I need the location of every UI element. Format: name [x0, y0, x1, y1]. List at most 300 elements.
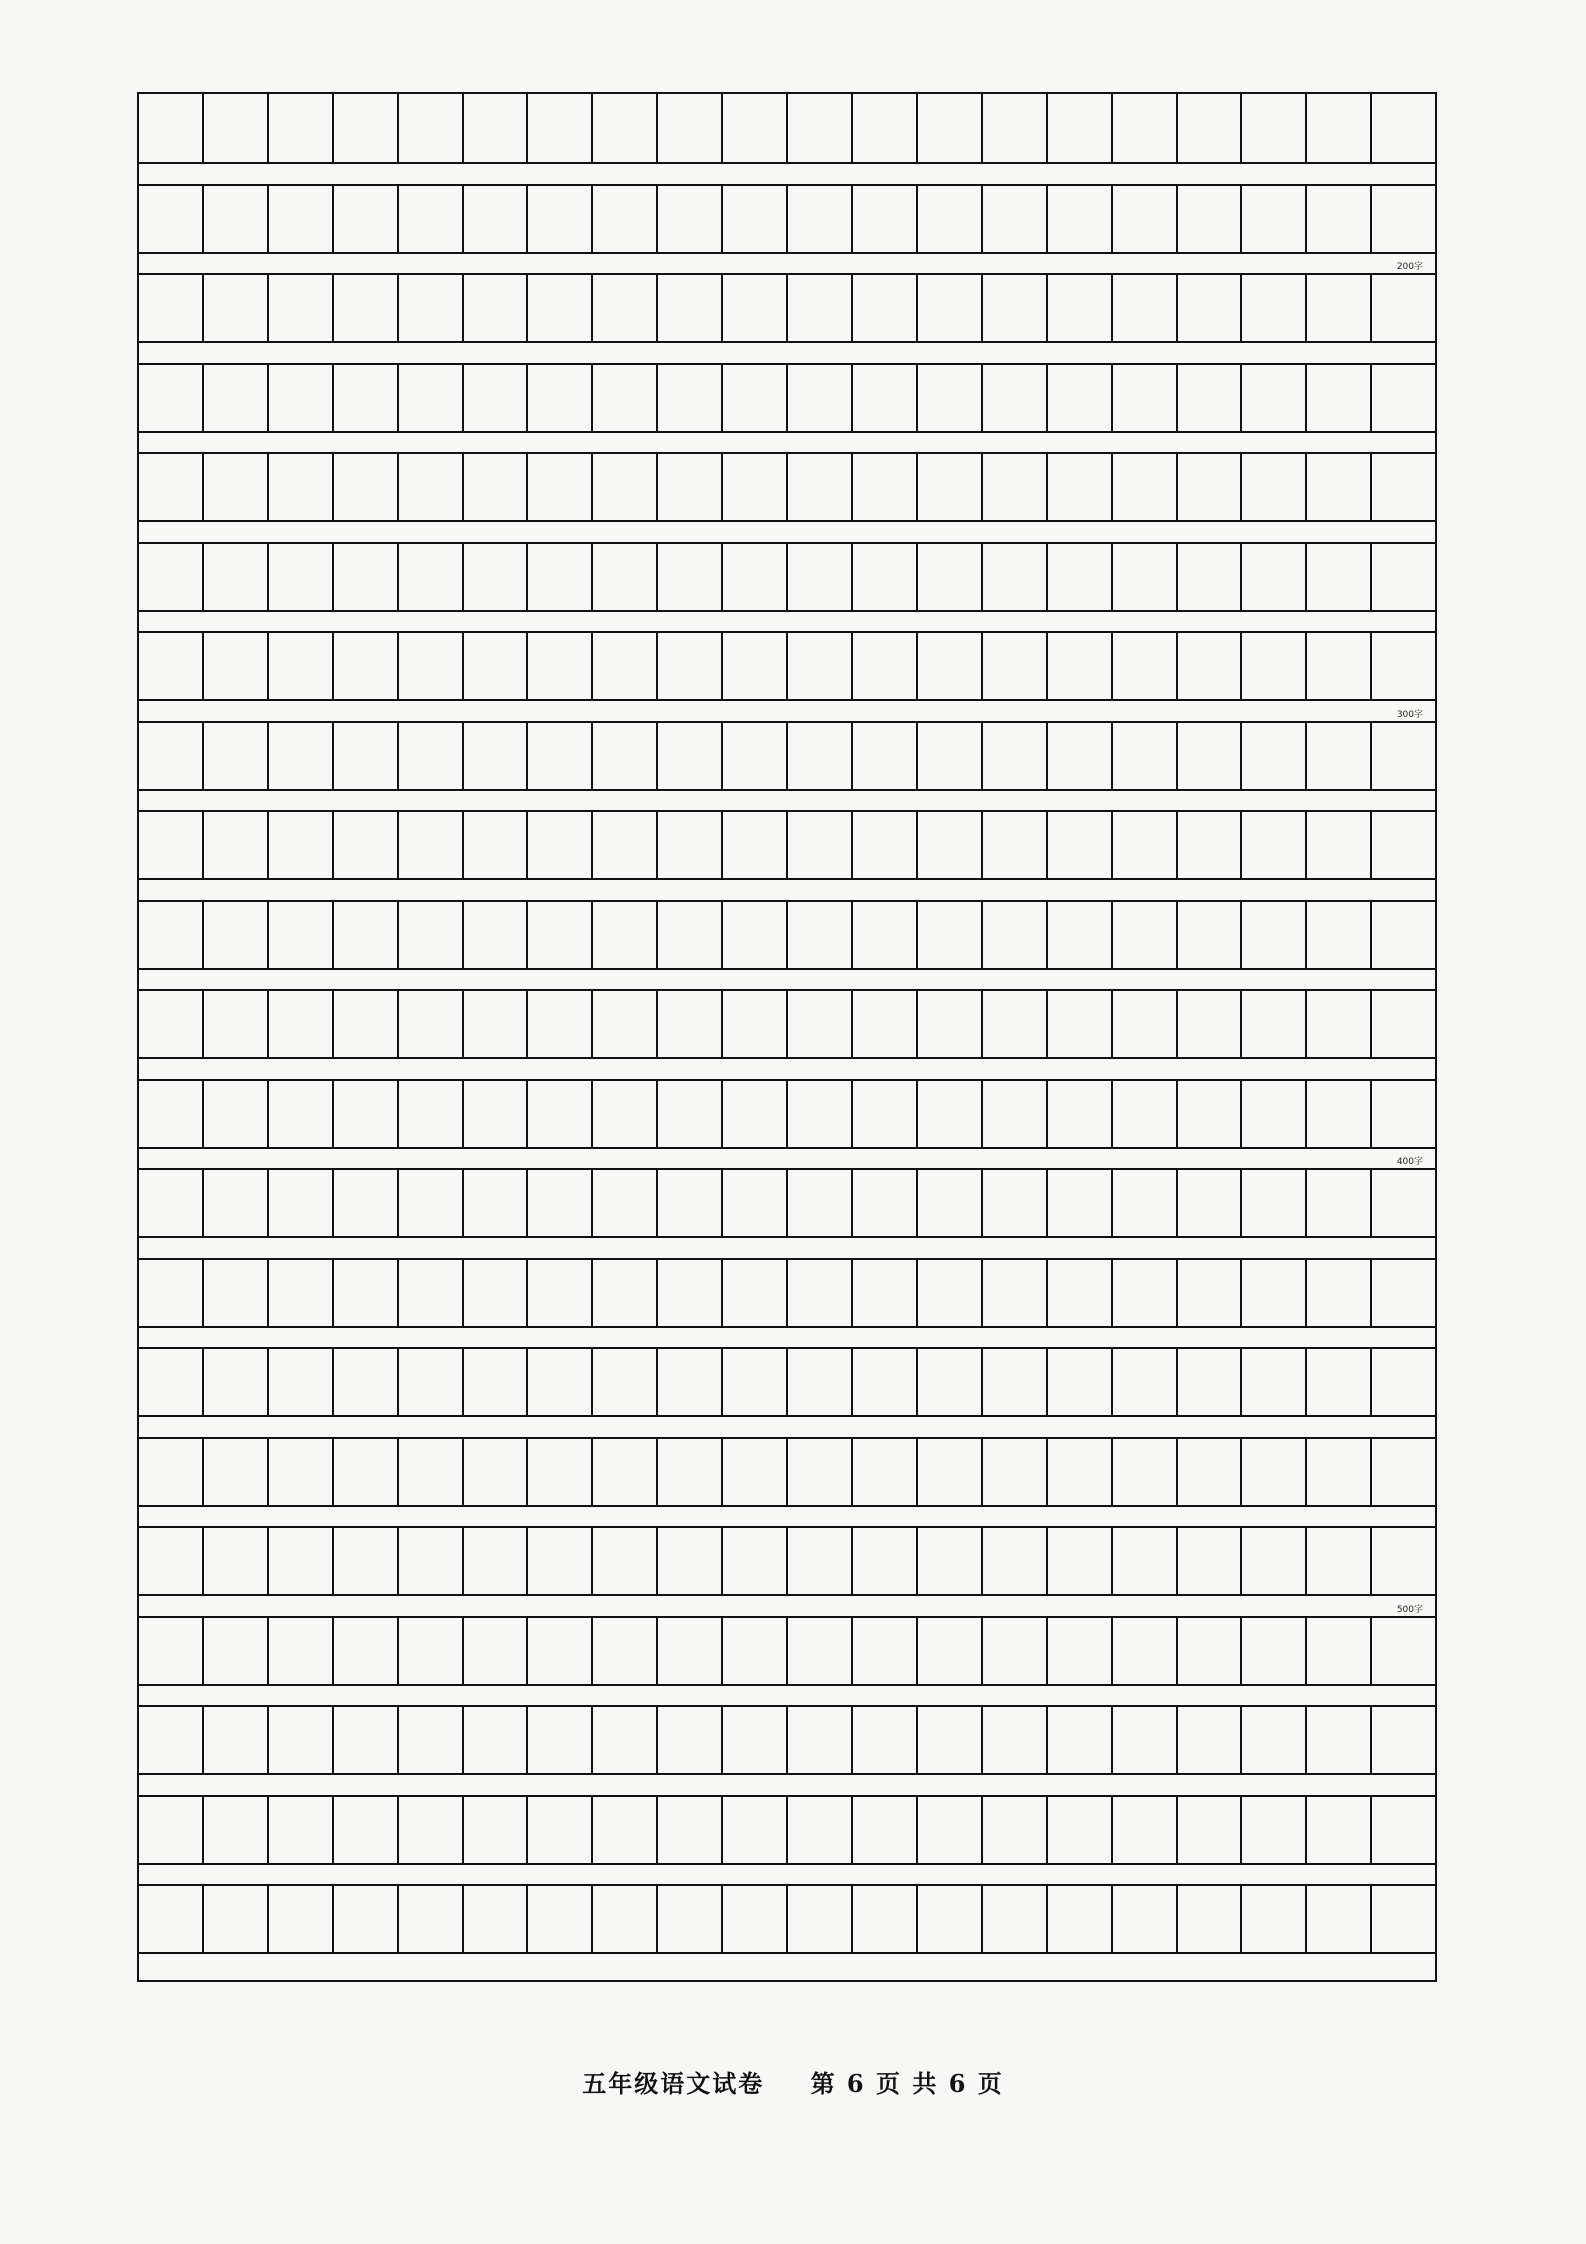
grid-cell[interactable]	[853, 1081, 918, 1147]
grid-cell[interactable]	[593, 633, 658, 699]
grid-cell[interactable]	[1178, 94, 1243, 162]
grid-cell[interactable]	[204, 1886, 269, 1952]
grid-cell[interactable]	[1113, 902, 1178, 968]
grid-cell[interactable]	[1178, 1349, 1243, 1415]
grid-cell[interactable]	[1113, 633, 1178, 699]
grid-cell[interactable]	[1113, 454, 1178, 520]
grid-cell[interactable]	[983, 902, 1048, 968]
grid-cell[interactable]	[593, 1439, 658, 1505]
grid-cell[interactable]	[1242, 1528, 1307, 1594]
grid-cell[interactable]	[723, 1439, 788, 1505]
grid-cell[interactable]	[1113, 1260, 1178, 1326]
grid-cell[interactable]	[139, 275, 204, 341]
grid-cell[interactable]	[1242, 186, 1307, 252]
grid-cell[interactable]	[853, 1797, 918, 1863]
grid-cell[interactable]	[464, 1797, 529, 1863]
grid-cell[interactable]	[1372, 1528, 1435, 1594]
grid-cell[interactable]	[1242, 275, 1307, 341]
grid-cell[interactable]	[723, 812, 788, 878]
grid-cell[interactable]	[1372, 544, 1435, 610]
grid-cell[interactable]	[853, 1170, 918, 1236]
grid-cell[interactable]	[593, 1886, 658, 1952]
grid-cell[interactable]	[139, 633, 204, 699]
grid-cell[interactable]	[334, 1707, 399, 1773]
grid-cell[interactable]	[1048, 1170, 1113, 1236]
grid-cell[interactable]	[1178, 991, 1243, 1057]
grid-cell[interactable]	[528, 1528, 593, 1594]
grid-cell[interactable]	[918, 454, 983, 520]
grid-cell[interactable]	[853, 1618, 918, 1684]
grid-cell[interactable]	[464, 94, 529, 162]
grid-cell[interactable]	[1178, 544, 1243, 610]
grid-cell[interactable]	[788, 812, 853, 878]
grid-cell[interactable]	[1178, 902, 1243, 968]
grid-cell[interactable]	[464, 633, 529, 699]
grid-cell[interactable]	[1372, 1618, 1435, 1684]
grid-cell[interactable]	[1113, 275, 1178, 341]
grid-cell[interactable]	[593, 1618, 658, 1684]
grid-cell[interactable]	[204, 723, 269, 789]
grid-cell[interactable]	[139, 723, 204, 789]
grid-cell[interactable]	[399, 1528, 464, 1594]
grid-cell[interactable]	[1113, 1528, 1178, 1594]
grid-cell[interactable]	[983, 1886, 1048, 1952]
grid-cell[interactable]	[593, 1260, 658, 1326]
grid-cell[interactable]	[593, 94, 658, 162]
grid-cell[interactable]	[918, 1618, 983, 1684]
grid-cell[interactable]	[1048, 723, 1113, 789]
grid-cell[interactable]	[334, 1439, 399, 1505]
grid-cell[interactable]	[1307, 902, 1372, 968]
grid-cell[interactable]	[1048, 365, 1113, 431]
grid-cell[interactable]	[723, 544, 788, 610]
grid-cell[interactable]	[593, 991, 658, 1057]
grid-cell[interactable]	[334, 991, 399, 1057]
grid-cell[interactable]	[918, 94, 983, 162]
grid-cell[interactable]	[1178, 633, 1243, 699]
grid-cell[interactable]	[464, 1528, 529, 1594]
grid-cell[interactable]	[788, 275, 853, 341]
grid-cell[interactable]	[1307, 275, 1372, 341]
grid-cell[interactable]	[788, 1349, 853, 1415]
grid-cell[interactable]	[723, 365, 788, 431]
grid-cell[interactable]	[1178, 1886, 1243, 1952]
grid-cell[interactable]	[139, 186, 204, 252]
grid-cell[interactable]	[723, 1260, 788, 1326]
grid-cell[interactable]	[334, 1170, 399, 1236]
grid-cell[interactable]	[1307, 1170, 1372, 1236]
grid-cell[interactable]	[723, 1886, 788, 1952]
grid-cell[interactable]	[1048, 186, 1113, 252]
grid-cell[interactable]	[593, 1081, 658, 1147]
grid-cell[interactable]	[983, 633, 1048, 699]
grid-cell[interactable]	[528, 812, 593, 878]
grid-cell[interactable]	[1372, 902, 1435, 968]
grid-cell[interactable]	[788, 1618, 853, 1684]
grid-cell[interactable]	[723, 723, 788, 789]
grid-cell[interactable]	[983, 275, 1048, 341]
grid-cell[interactable]	[1372, 1170, 1435, 1236]
grid-cell[interactable]	[269, 365, 334, 431]
grid-cell[interactable]	[918, 1707, 983, 1773]
grid-cell[interactable]	[983, 1618, 1048, 1684]
grid-cell[interactable]	[788, 723, 853, 789]
grid-cell[interactable]	[269, 186, 334, 252]
grid-cell[interactable]	[658, 1618, 723, 1684]
grid-cell[interactable]	[788, 1260, 853, 1326]
grid-cell[interactable]	[204, 812, 269, 878]
grid-cell[interactable]	[204, 1170, 269, 1236]
grid-cell[interactable]	[1307, 812, 1372, 878]
grid-cell[interactable]	[334, 186, 399, 252]
grid-cell[interactable]	[1307, 1439, 1372, 1505]
grid-cell[interactable]	[853, 991, 918, 1057]
grid-cell[interactable]	[658, 1797, 723, 1863]
grid-cell[interactable]	[399, 275, 464, 341]
grid-cell[interactable]	[918, 991, 983, 1057]
grid-cell[interactable]	[983, 991, 1048, 1057]
grid-cell[interactable]	[1113, 1618, 1178, 1684]
grid-cell[interactable]	[334, 1618, 399, 1684]
grid-cell[interactable]	[464, 991, 529, 1057]
grid-cell[interactable]	[1178, 1618, 1243, 1684]
grid-cell[interactable]	[528, 365, 593, 431]
grid-cell[interactable]	[983, 186, 1048, 252]
grid-cell[interactable]	[1372, 186, 1435, 252]
grid-cell[interactable]	[918, 1797, 983, 1863]
grid-cell[interactable]	[1307, 633, 1372, 699]
grid-cell[interactable]	[918, 1170, 983, 1236]
grid-cell[interactable]	[139, 812, 204, 878]
grid-cell[interactable]	[1372, 275, 1435, 341]
grid-cell[interactable]	[204, 365, 269, 431]
grid-cell[interactable]	[1307, 991, 1372, 1057]
grid-cell[interactable]	[1372, 1707, 1435, 1773]
grid-cell[interactable]	[204, 1528, 269, 1594]
grid-cell[interactable]	[334, 365, 399, 431]
grid-cell[interactable]	[1307, 1886, 1372, 1952]
grid-cell[interactable]	[853, 812, 918, 878]
grid-cell[interactable]	[658, 1349, 723, 1415]
grid-cell[interactable]	[658, 186, 723, 252]
grid-cell[interactable]	[658, 454, 723, 520]
grid-cell[interactable]	[1242, 1349, 1307, 1415]
grid-cell[interactable]	[399, 1439, 464, 1505]
grid-cell[interactable]	[593, 1170, 658, 1236]
grid-cell[interactable]	[1242, 991, 1307, 1057]
grid-cell[interactable]	[1242, 94, 1307, 162]
grid-cell[interactable]	[918, 812, 983, 878]
grid-cell[interactable]	[983, 365, 1048, 431]
grid-cell[interactable]	[1113, 812, 1178, 878]
grid-cell[interactable]	[723, 902, 788, 968]
grid-cell[interactable]	[334, 1886, 399, 1952]
grid-cell[interactable]	[334, 633, 399, 699]
grid-cell[interactable]	[334, 1260, 399, 1326]
grid-cell[interactable]	[983, 1707, 1048, 1773]
grid-cell[interactable]	[269, 454, 334, 520]
grid-cell[interactable]	[593, 544, 658, 610]
grid-cell[interactable]	[204, 991, 269, 1057]
grid-cell[interactable]	[593, 1707, 658, 1773]
grid-cell[interactable]	[658, 544, 723, 610]
grid-cell[interactable]	[269, 1618, 334, 1684]
grid-cell[interactable]	[1372, 94, 1435, 162]
grid-cell[interactable]	[658, 1081, 723, 1147]
grid-cell[interactable]	[139, 1260, 204, 1326]
grid-cell[interactable]	[1048, 1707, 1113, 1773]
grid-cell[interactable]	[204, 544, 269, 610]
grid-cell[interactable]	[1372, 723, 1435, 789]
grid-cell[interactable]	[139, 1081, 204, 1147]
grid-cell[interactable]	[723, 186, 788, 252]
grid-cell[interactable]	[853, 1349, 918, 1415]
grid-cell[interactable]	[853, 723, 918, 789]
grid-cell[interactable]	[658, 365, 723, 431]
grid-cell[interactable]	[918, 902, 983, 968]
grid-cell[interactable]	[399, 991, 464, 1057]
grid-cell[interactable]	[1178, 723, 1243, 789]
grid-cell[interactable]	[204, 1618, 269, 1684]
grid-cell[interactable]	[269, 1081, 334, 1147]
grid-cell[interactable]	[1242, 1797, 1307, 1863]
grid-cell[interactable]	[399, 1618, 464, 1684]
grid-cell[interactable]	[593, 275, 658, 341]
grid-cell[interactable]	[983, 812, 1048, 878]
grid-cell[interactable]	[788, 1707, 853, 1773]
grid-cell[interactable]	[723, 1618, 788, 1684]
grid-cell[interactable]	[1113, 723, 1178, 789]
grid-cell[interactable]	[593, 723, 658, 789]
grid-cell[interactable]	[1307, 1349, 1372, 1415]
grid-cell[interactable]	[853, 1439, 918, 1505]
grid-cell[interactable]	[1178, 1797, 1243, 1863]
grid-cell[interactable]	[1307, 94, 1372, 162]
grid-cell[interactable]	[1048, 1797, 1113, 1863]
grid-cell[interactable]	[1242, 1170, 1307, 1236]
grid-cell[interactable]	[528, 1349, 593, 1415]
grid-cell[interactable]	[593, 454, 658, 520]
grid-cell[interactable]	[1372, 633, 1435, 699]
grid-cell[interactable]	[788, 633, 853, 699]
grid-cell[interactable]	[204, 275, 269, 341]
grid-cell[interactable]	[918, 1349, 983, 1415]
grid-cell[interactable]	[788, 1081, 853, 1147]
grid-cell[interactable]	[723, 454, 788, 520]
grid-cell[interactable]	[1048, 1439, 1113, 1505]
grid-cell[interactable]	[269, 991, 334, 1057]
grid-cell[interactable]	[1307, 365, 1372, 431]
grid-cell[interactable]	[853, 633, 918, 699]
grid-cell[interactable]	[334, 94, 399, 162]
grid-cell[interactable]	[1113, 94, 1178, 162]
grid-cell[interactable]	[1372, 1886, 1435, 1952]
grid-cell[interactable]	[593, 365, 658, 431]
grid-cell[interactable]	[204, 1349, 269, 1415]
grid-cell[interactable]	[853, 1886, 918, 1952]
grid-cell[interactable]	[334, 1797, 399, 1863]
grid-cell[interactable]	[658, 812, 723, 878]
grid-cell[interactable]	[788, 186, 853, 252]
grid-cell[interactable]	[723, 633, 788, 699]
grid-cell[interactable]	[334, 1528, 399, 1594]
grid-cell[interactable]	[464, 723, 529, 789]
grid-cell[interactable]	[139, 1797, 204, 1863]
grid-cell[interactable]	[593, 1528, 658, 1594]
grid-cell[interactable]	[593, 1797, 658, 1863]
grid-cell[interactable]	[334, 812, 399, 878]
grid-cell[interactable]	[1372, 1349, 1435, 1415]
grid-cell[interactable]	[658, 1260, 723, 1326]
grid-cell[interactable]	[658, 94, 723, 162]
grid-cell[interactable]	[334, 275, 399, 341]
grid-cell[interactable]	[1048, 991, 1113, 1057]
grid-cell[interactable]	[658, 902, 723, 968]
grid-cell[interactable]	[528, 1260, 593, 1326]
grid-cell[interactable]	[139, 1618, 204, 1684]
grid-cell[interactable]	[1048, 275, 1113, 341]
grid-cell[interactable]	[593, 186, 658, 252]
grid-cell[interactable]	[1372, 1797, 1435, 1863]
grid-cell[interactable]	[139, 544, 204, 610]
grid-cell[interactable]	[399, 1260, 464, 1326]
grid-cell[interactable]	[528, 723, 593, 789]
grid-cell[interactable]	[983, 544, 1048, 610]
grid-cell[interactable]	[983, 454, 1048, 520]
grid-cell[interactable]	[1307, 1260, 1372, 1326]
grid-cell[interactable]	[204, 1260, 269, 1326]
grid-cell[interactable]	[658, 633, 723, 699]
grid-cell[interactable]	[1242, 633, 1307, 699]
grid-cell[interactable]	[853, 94, 918, 162]
grid-cell[interactable]	[139, 365, 204, 431]
grid-cell[interactable]	[269, 723, 334, 789]
grid-cell[interactable]	[1048, 1886, 1113, 1952]
grid-cell[interactable]	[1242, 902, 1307, 968]
grid-cell[interactable]	[658, 1439, 723, 1505]
grid-cell[interactable]	[1048, 1528, 1113, 1594]
grid-cell[interactable]	[464, 544, 529, 610]
grid-cell[interactable]	[788, 1439, 853, 1505]
grid-cell[interactable]	[1372, 991, 1435, 1057]
grid-cell[interactable]	[918, 723, 983, 789]
grid-cell[interactable]	[269, 1886, 334, 1952]
grid-cell[interactable]	[204, 902, 269, 968]
grid-cell[interactable]	[983, 1439, 1048, 1505]
grid-cell[interactable]	[983, 94, 1048, 162]
grid-cell[interactable]	[139, 991, 204, 1057]
grid-cell[interactable]	[464, 454, 529, 520]
grid-cell[interactable]	[593, 1349, 658, 1415]
grid-cell[interactable]	[918, 1528, 983, 1594]
grid-cell[interactable]	[853, 365, 918, 431]
grid-cell[interactable]	[723, 275, 788, 341]
grid-cell[interactable]	[269, 544, 334, 610]
grid-cell[interactable]	[788, 1170, 853, 1236]
grid-cell[interactable]	[1372, 1439, 1435, 1505]
grid-cell[interactable]	[1242, 1707, 1307, 1773]
grid-cell[interactable]	[269, 1707, 334, 1773]
grid-cell[interactable]	[983, 1081, 1048, 1147]
grid-cell[interactable]	[528, 275, 593, 341]
grid-cell[interactable]	[1307, 1081, 1372, 1147]
grid-cell[interactable]	[399, 1349, 464, 1415]
grid-cell[interactable]	[528, 902, 593, 968]
grid-cell[interactable]	[464, 1618, 529, 1684]
grid-cell[interactable]	[1048, 812, 1113, 878]
grid-cell[interactable]	[853, 275, 918, 341]
grid-cell[interactable]	[853, 1528, 918, 1594]
grid-cell[interactable]	[1048, 1081, 1113, 1147]
grid-cell[interactable]	[658, 1886, 723, 1952]
grid-cell[interactable]	[853, 186, 918, 252]
grid-cell[interactable]	[1242, 365, 1307, 431]
grid-cell[interactable]	[1113, 1081, 1178, 1147]
grid-cell[interactable]	[204, 94, 269, 162]
grid-cell[interactable]	[1307, 1707, 1372, 1773]
grid-cell[interactable]	[528, 454, 593, 520]
grid-cell[interactable]	[139, 1170, 204, 1236]
grid-cell[interactable]	[1307, 1618, 1372, 1684]
grid-cell[interactable]	[1372, 1260, 1435, 1326]
grid-cell[interactable]	[399, 1081, 464, 1147]
grid-cell[interactable]	[1113, 991, 1178, 1057]
grid-cell[interactable]	[853, 454, 918, 520]
grid-cell[interactable]	[204, 1707, 269, 1773]
grid-cell[interactable]	[269, 812, 334, 878]
grid-cell[interactable]	[464, 1260, 529, 1326]
grid-cell[interactable]	[658, 275, 723, 341]
grid-cell[interactable]	[1113, 365, 1178, 431]
grid-cell[interactable]	[788, 1886, 853, 1952]
grid-cell[interactable]	[983, 723, 1048, 789]
grid-cell[interactable]	[1372, 365, 1435, 431]
grid-cell[interactable]	[528, 991, 593, 1057]
grid-cell[interactable]	[918, 1260, 983, 1326]
grid-cell[interactable]	[528, 1707, 593, 1773]
grid-cell[interactable]	[399, 902, 464, 968]
grid-cell[interactable]	[983, 1349, 1048, 1415]
grid-cell[interactable]	[918, 1439, 983, 1505]
grid-cell[interactable]	[593, 812, 658, 878]
grid-cell[interactable]	[464, 365, 529, 431]
grid-cell[interactable]	[1307, 723, 1372, 789]
grid-cell[interactable]	[1113, 1439, 1178, 1505]
grid-cell[interactable]	[399, 633, 464, 699]
grid-cell[interactable]	[1048, 1618, 1113, 1684]
grid-cell[interactable]	[528, 1886, 593, 1952]
grid-cell[interactable]	[1113, 1707, 1178, 1773]
grid-cell[interactable]	[918, 365, 983, 431]
grid-cell[interactable]	[269, 275, 334, 341]
grid-cell[interactable]	[1372, 812, 1435, 878]
grid-cell[interactable]	[1178, 1260, 1243, 1326]
grid-cell[interactable]	[399, 186, 464, 252]
grid-cell[interactable]	[204, 454, 269, 520]
grid-cell[interactable]	[918, 1886, 983, 1952]
grid-cell[interactable]	[723, 94, 788, 162]
grid-cell[interactable]	[139, 902, 204, 968]
grid-cell[interactable]	[1242, 723, 1307, 789]
grid-cell[interactable]	[528, 1081, 593, 1147]
grid-cell[interactable]	[528, 94, 593, 162]
grid-cell[interactable]	[723, 1081, 788, 1147]
grid-cell[interactable]	[1048, 633, 1113, 699]
grid-cell[interactable]	[334, 1081, 399, 1147]
grid-cell[interactable]	[139, 1439, 204, 1505]
grid-cell[interactable]	[1178, 454, 1243, 520]
grid-cell[interactable]	[1178, 1170, 1243, 1236]
